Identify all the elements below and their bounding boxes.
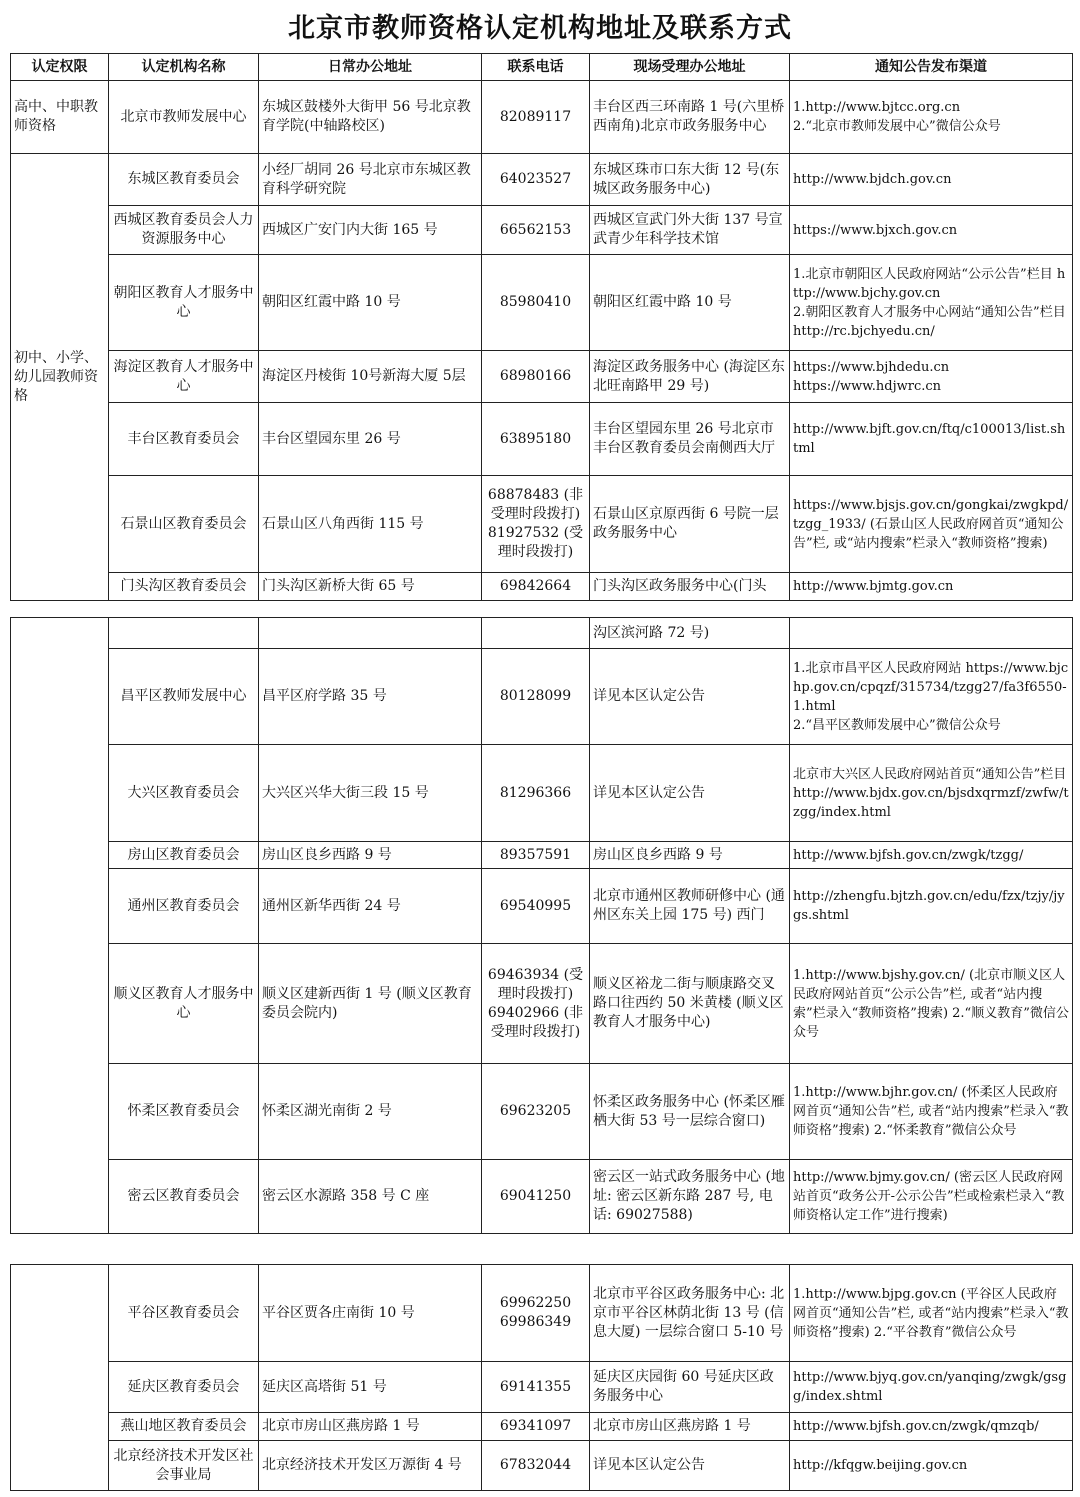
table-row (11, 944, 1073, 1064)
org-name: 门头沟区教育委员会 (109, 573, 259, 601)
phone-number: 81927532 (受理时段拨打) (487, 525, 584, 560)
site-address: 沟区滨河路 72 号) (590, 618, 790, 649)
site-address: 密云区一站式政务服务中心 (地址: 密云区新东路 287 号, 电话: 69027588) (590, 1160, 790, 1234)
notice-channel (790, 842, 1073, 869)
site-address: 详见本区认定公告 (590, 649, 790, 745)
org-name: 丰台区教育委员会 (109, 403, 259, 476)
notice-link[interactable]: 1.http://www.bjtcc.org.cn (793, 100, 961, 115)
notice-link[interactable]: http://www.bjfsh.gov.cn/zwgk/tzgg/ (793, 847, 1024, 863)
phone-number: 82089117 (499, 108, 572, 125)
contact-table-section-2 (10, 617, 1073, 1234)
notice-link[interactable]: https://www.bjsjs.gov.cn/gongkai/zwgkpd/tzgg_1933/ (石景山区人民政府网首页“通知公告”栏, 或“站内搜索”栏录入“教师资格”搜索) (793, 497, 1069, 551)
notice-channel (790, 649, 1073, 745)
org-name: 顺义区教育人才服务中心 (109, 944, 259, 1064)
phone (482, 869, 590, 944)
header-org-name: 认定机构名称 (109, 54, 259, 81)
phone-number: 81296366 (499, 784, 572, 801)
notice-wechat: 2.“北京市教师发展中心”微信公众号 (793, 119, 1001, 134)
site-address: 北京市平谷区政务服务中心: 北京市平谷区林荫北街 13 号 (信息大厦) 一层综合窗口 5-10 号 (590, 1265, 790, 1362)
phone-number: 69141355 (499, 1378, 572, 1395)
site-address: 房山区良乡西路 9 号 (590, 842, 790, 869)
notice-channel (790, 154, 1073, 206)
phone-number: 66562153 (499, 221, 572, 238)
table-row (11, 206, 1073, 255)
site-address: 北京市房山区燕房路 1 号 (590, 1413, 790, 1441)
site-address: 怀柔区政务服务中心 (怀柔区雁栖大街 53 号一层综合窗口) (590, 1064, 790, 1160)
org-name: 昌平区教师发展中心 (109, 649, 259, 745)
notice-channel (790, 745, 1073, 842)
table-row (11, 1362, 1073, 1413)
phone (482, 944, 590, 1064)
office-address: 房山区良乡西路 9 号 (259, 842, 482, 869)
phone-number: 69842664 (499, 578, 572, 594)
org-name: 延庆区教育委员会 (109, 1362, 259, 1413)
office-address: 通州区新华西街 24 号 (259, 869, 482, 944)
notice-link[interactable]: 2.朝阳区教育人才服务中心网站“通知公告”栏目 http://rc.bjchyedu.cn/ (793, 304, 1066, 339)
org-name: 平谷区教育委员会 (109, 1265, 259, 1362)
table-row (11, 255, 1073, 351)
header-office-address: 日常办公地址 (259, 54, 482, 81)
header-site-address: 现场受理办公地址 (590, 54, 790, 81)
notice-link[interactable]: 1.http://www.bjpg.gov.cn (平谷区人民政府网首页“通知公告”栏, 或者“站内搜索”栏录入“教师资格”搜索) 2.“平谷教育”微信公众号 (793, 1286, 1069, 1340)
org-name: 大兴区教育委员会 (109, 745, 259, 842)
notice-channel (790, 869, 1073, 944)
notice-link[interactable]: 1.http://www.bjshy.gov.cn/ (北京市顺义区人民政府网站首页“公示公告”栏, 或者“站内搜索”栏录入“教师资格”搜索) 2.“顺义教育”微信公众号 (793, 967, 1069, 1040)
table-row (11, 649, 1073, 745)
org-name: 朝阳区教育人才服务中心 (109, 255, 259, 351)
org-name: 西城区教育委员会人力资源服务中心 (109, 206, 259, 255)
org-name: 怀柔区教育委员会 (109, 1064, 259, 1160)
phone-number: 68878483 (非受理时段拨打) (487, 487, 584, 522)
phone-number: 69986349 (499, 1314, 572, 1330)
phone-number: 63895180 (499, 430, 572, 447)
notice-link[interactable]: http://zhengfu.bjtzh.gov.cn/edu/fzx/tzjy/jygs.shtml (793, 889, 1065, 923)
notice-channel (790, 618, 1073, 649)
table-row (11, 351, 1073, 403)
notice-wechat: 2.“昌平区教师发展中心”微信公众号 (793, 717, 1001, 733)
phone (482, 403, 590, 476)
table-row (11, 154, 1073, 206)
notice-link[interactable]: http://www.bjmtg.gov.cn (793, 579, 954, 594)
office-address: 东城区鼓楼外大街甲 56 号北京教育学院(中轴路校区) (259, 81, 482, 154)
header-phone: 联系电话 (482, 54, 590, 81)
page-title: 北京市教师资格认定机构地址及联系方式 (288, 13, 792, 44)
phone-number: 68980166 (499, 368, 572, 384)
phone (482, 255, 590, 351)
phone-number: 69463934 (受理时段拨打) (487, 966, 584, 1002)
notice-link[interactable]: https://www.hdjwrc.cn (793, 378, 942, 394)
notice-link[interactable]: http://www.bjyq.gov.cn/yanqing/zwgk/gsgg/index.shtml (793, 1370, 1067, 1404)
org-name: 通州区教育委员会 (109, 869, 259, 944)
header-permission: 认定权限 (11, 54, 109, 81)
table-row (11, 869, 1073, 944)
org-name: 东城区教育委员会 (109, 154, 259, 206)
permission-cell (11, 1265, 109, 1491)
table-row (11, 81, 1073, 154)
notice-channel (790, 255, 1073, 351)
office-address: 丰台区望园东里 26 号 (259, 403, 482, 476)
table-row (11, 1160, 1073, 1234)
table-row (11, 1064, 1073, 1160)
site-address: 顺义区裕龙二街与顺康路交叉路口往西约 50 米黄楼 (顺义区教育人才服务中心) (590, 944, 790, 1064)
office-address: 怀柔区湖光南街 2 号 (259, 1064, 482, 1160)
office-address: 大兴区兴华大街三段 15 号 (259, 745, 482, 842)
site-address: 海淀区政务服务中心 (海淀区东北旺南路甲 29 号) (590, 351, 790, 403)
contact-table-section-3 (10, 1264, 1073, 1491)
org-name: 海淀区教育人才服务中心 (109, 351, 259, 403)
office-address: 西城区广安门内大街 165 号 (259, 206, 482, 255)
phone-number: 69041250 (499, 1188, 572, 1204)
table-row-continued (11, 618, 1073, 649)
table-row (11, 1265, 1073, 1362)
phone (482, 206, 590, 255)
notice-link[interactable]: http://www.bjmy.gov.cn/ (密云区人民政府网站首页“政务公开-公示公告”栏或检索栏录入“教师资格认定工作”进行搜索) (793, 1170, 1065, 1223)
table-row (11, 403, 1073, 476)
permission-cell: 高中、中职教师资格 (11, 81, 109, 154)
phone-number: 69540995 (499, 897, 572, 914)
org-name (109, 618, 259, 649)
notice-link[interactable]: 北京市大兴区人民政府网站首页“通知公告”栏目 http://www.bjdx.gov.cn/bjsdxqrmzf/zwfw/tzgg/index.html (793, 766, 1069, 820)
org-name: 石景山区教育委员会 (109, 476, 259, 573)
site-address: 东城区珠市口东大街 12 号(东城区政务服务中心) (590, 154, 790, 206)
notice-link[interactable]: 1.北京市朝阳区人民政府网站“公示公告”栏目 http://www.bjchy.gov.cn (793, 266, 1066, 301)
phone (482, 745, 590, 842)
office-address: 小经厂胡同 26 号北京市东城区教育科学研究院 (259, 154, 482, 206)
office-address (259, 618, 482, 649)
notice-channel (790, 1160, 1073, 1234)
phone-number: 64023527 (499, 171, 572, 187)
office-address: 平谷区贾各庄南街 10 号 (259, 1265, 482, 1362)
office-address: 延庆区高塔街 51 号 (259, 1362, 482, 1413)
phone (482, 1064, 590, 1160)
office-address: 昌平区府学路 35 号 (259, 649, 482, 745)
notice-channel (790, 1265, 1073, 1362)
phone (482, 351, 590, 403)
notice-channel (790, 1362, 1073, 1413)
notice-channel (790, 403, 1073, 476)
phone-number: 69962250 (499, 1295, 572, 1311)
notice-channel (790, 1441, 1073, 1491)
notice-channel (790, 944, 1073, 1064)
notice-link[interactable]: 1.北京市昌平区人民政府网站 https://www.bjchp.gov.cn/cpqzf/315734/tzgg27/fa3f6550-1.html (793, 660, 1069, 714)
notice-link[interactable]: http://www.bjdch.gov.cn (793, 172, 952, 187)
header-notice-channel: 通知公告发布渠道 (790, 54, 1073, 81)
office-address: 顺义区建新西街 1 号 (顺义区教育委员会院内) (259, 944, 482, 1064)
org-name: 房山区教育委员会 (109, 842, 259, 869)
notice-link[interactable]: http://www.bjft.gov.cn/ftq/c100013/list.shtml (793, 422, 1066, 456)
notice-link[interactable]: http://kfqgw.beijing.gov.cn (793, 1458, 968, 1473)
notice-link[interactable]: 1.http://www.bjhr.gov.cn/ (怀柔区人民政府网首页“通知公告”栏, 或者“站内搜索”栏录入“教师资格”搜索) 2.“怀柔教育”微信公众号 (793, 1085, 1069, 1138)
phone (482, 1413, 590, 1441)
notice-channel (790, 476, 1073, 573)
phone (482, 1441, 590, 1491)
permission-cell: 初中、小学、幼儿园教师资格 (11, 154, 109, 601)
site-address: 北京市通州区教师研修中心 (通州区东关上园 175 号) 西门 (590, 869, 790, 944)
site-address: 西城区宣武门外大街 137 号宣武青少年科学技术馆 (590, 206, 790, 255)
table-row (11, 1441, 1073, 1491)
phone-number: 67832044 (499, 1457, 572, 1473)
office-address: 海淀区丹棱街 10号新海大厦 5层 (259, 351, 482, 403)
office-address: 朝阳区红霞中路 10 号 (259, 255, 482, 351)
notice-channel (790, 1064, 1073, 1160)
notice-channel (790, 573, 1073, 601)
table-row (11, 573, 1073, 601)
notice-channel (790, 1413, 1073, 1441)
phone-number: 80128099 (499, 688, 572, 704)
phone-number: 69341097 (499, 1418, 572, 1434)
phone (482, 1160, 590, 1234)
phone (482, 573, 590, 601)
phone-number: 85980410 (499, 294, 572, 310)
site-address: 详见本区认定公告 (590, 1441, 790, 1491)
org-name: 北京经济技术开发区社会事业局 (109, 1441, 259, 1491)
office-address: 密云区水源路 358 号 C 座 (259, 1160, 482, 1234)
site-address: 丰台区望园东里 26 号北京市丰台区教育委员会南侧西大厅 (590, 403, 790, 476)
phone (482, 81, 590, 154)
office-address: 北京经济技术开发区万源街 4 号 (259, 1441, 482, 1491)
site-address: 延庆区庆园街 60 号延庆区政务服务中心 (590, 1362, 790, 1413)
phone (482, 154, 590, 206)
phone (482, 649, 590, 745)
phone (482, 842, 590, 869)
contact-table-section-1 (10, 53, 1073, 601)
org-name: 密云区教育委员会 (109, 1160, 259, 1234)
phone-number: 69623205 (499, 1103, 572, 1119)
phone-number: 89357591 (499, 846, 572, 863)
phone (482, 476, 590, 573)
table-row (11, 1413, 1073, 1441)
phone-number: 69402966 (非受理时段拨打) (487, 1004, 584, 1040)
notice-link[interactable]: https://www.bjxch.gov.cn (793, 222, 958, 238)
site-address: 丰台区西三环南路 1 号(六里桥西南角)北京市政务服务中心 (590, 81, 790, 154)
site-address: 详见本区认定公告 (590, 745, 790, 842)
org-name: 北京市教师发展中心 (109, 81, 259, 154)
office-address: 门头沟区新桥大街 65 号 (259, 573, 482, 601)
table-row (11, 745, 1073, 842)
notice-link[interactable]: http://www.bjfsh.gov.cn/zwgk/qmzqb/ (793, 1419, 1039, 1434)
site-address: 门头沟区政务服务中心(门头 (590, 573, 790, 601)
table-row (11, 476, 1073, 573)
office-address: 石景山区八角西街 115 号 (259, 476, 482, 573)
site-address: 朝阳区红霞中路 10 号 (590, 255, 790, 351)
phone (482, 1362, 590, 1413)
notice-link[interactable]: https://www.bjhdedu.cn (793, 359, 950, 375)
header-row (11, 54, 1073, 81)
permission-cell (11, 618, 109, 1234)
table-row (11, 842, 1073, 869)
site-address: 石景山区京原西街 6 号院一层政务服务中心 (590, 476, 790, 573)
phone (482, 1265, 590, 1362)
office-address: 北京市房山区燕房路 1 号 (259, 1413, 482, 1441)
notice-channel (790, 81, 1073, 154)
phone (482, 618, 590, 649)
notice-channel (790, 206, 1073, 255)
notice-channel (790, 351, 1073, 403)
org-name: 燕山地区教育委员会 (109, 1413, 259, 1441)
